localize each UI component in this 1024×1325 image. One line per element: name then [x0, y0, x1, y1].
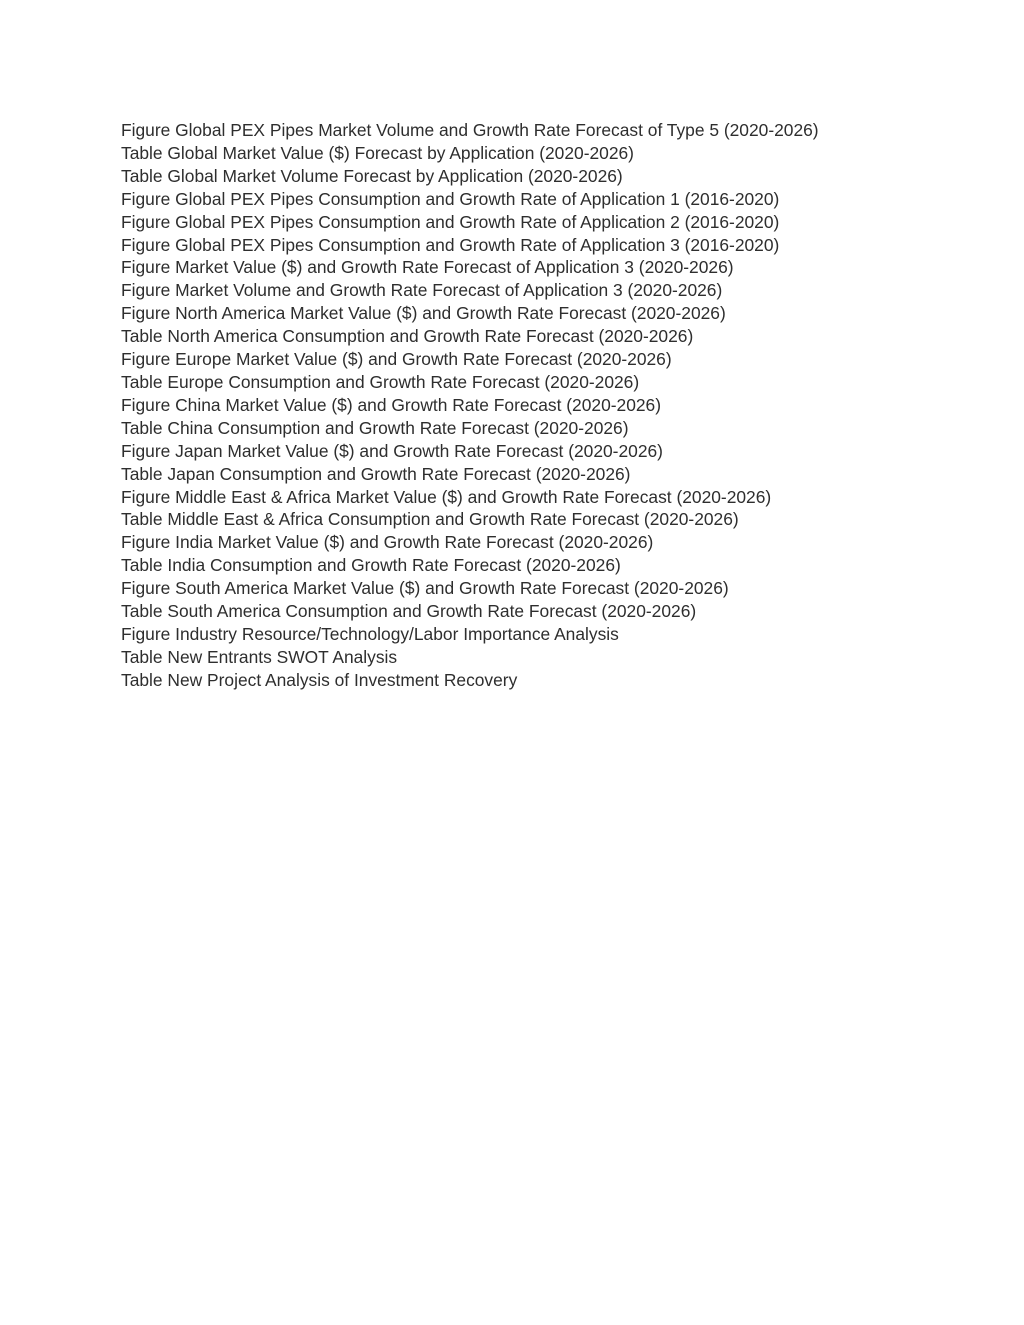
list-item: Table New Entrants SWOT Analysis: [121, 646, 398, 667]
list-item: Table Middle East & Africa Consumption and Growth Rate Forecast (2020-2026): [121, 509, 739, 530]
list-item: Figure Japan Market Value ($) and Growth Rate Forecast (2020-2026): [121, 440, 663, 461]
list-item: Table China Consumption and Growth Rate Forecast (2020-2026): [121, 417, 629, 438]
figure-table-list: [121, 119, 981, 692]
list-item: Table North America Consumption and Growth Rate Forecast (2020-2026): [121, 326, 694, 347]
list-item: Figure India Market Value ($) and Growth Rate Forecast (2020-2026): [121, 532, 654, 553]
list-item: Table Global Market Volume Forecast by Application (2020-2026): [121, 165, 623, 186]
list-item: Table Global Market Value ($) Forecast by Application (2020-2026): [121, 142, 634, 163]
list-item: Figure China Market Value ($) and Growth Rate Forecast (2020-2026): [121, 394, 662, 415]
list-item: Figure Global PEX Pipes Market Volume and Growth Rate Forecast of Type 5 (2020-2026): [121, 120, 819, 140]
list-item: Figure Global PEX Pipes Consumption and Growth Rate of Application 3 (2016-2020): [121, 234, 780, 255]
list-item: Figure South America Market Value ($) and Growth Rate Forecast (2020-2026): [121, 578, 729, 599]
list-item: Figure Industry Resource/Technology/Labor Importance Analysis: [121, 623, 619, 644]
list-item: Table South America Consumption and Growth Rate Forecast (2020-2026): [121, 601, 697, 622]
list-item: Figure Market Volume and Growth Rate Forecast of Application 3 (2020-2026): [121, 280, 723, 301]
list-item: Table New Project Analysis of Investment Recovery: [121, 669, 518, 690]
list-item: Table India Consumption and Growth Rate Forecast (2020-2026): [121, 555, 621, 576]
list-item: Figure Global PEX Pipes Consumption and Growth Rate of Application 1 (2016-2020): [121, 188, 780, 209]
list-item: Figure Global PEX Pipes Consumption and Growth Rate of Application 2 (2016-2020): [121, 211, 780, 232]
list-item: Figure North America Market Value ($) and Growth Rate Forecast (2020-2026): [121, 303, 726, 324]
list-item: Figure Europe Market Value ($) and Growth Rate Forecast (2020-2026): [121, 349, 672, 370]
list-item: Figure Middle East & Africa Market Value ($) and Growth Rate Forecast (2020-2026): [121, 486, 772, 507]
list-item: Table Japan Consumption and Growth Rate Forecast (2020-2026): [121, 463, 631, 484]
list-item: Table Europe Consumption and Growth Rate Forecast (2020-2026): [121, 371, 640, 392]
list-item: Figure Market Value ($) and Growth Rate Forecast of Application 3 (2020-2026): [121, 257, 734, 278]
